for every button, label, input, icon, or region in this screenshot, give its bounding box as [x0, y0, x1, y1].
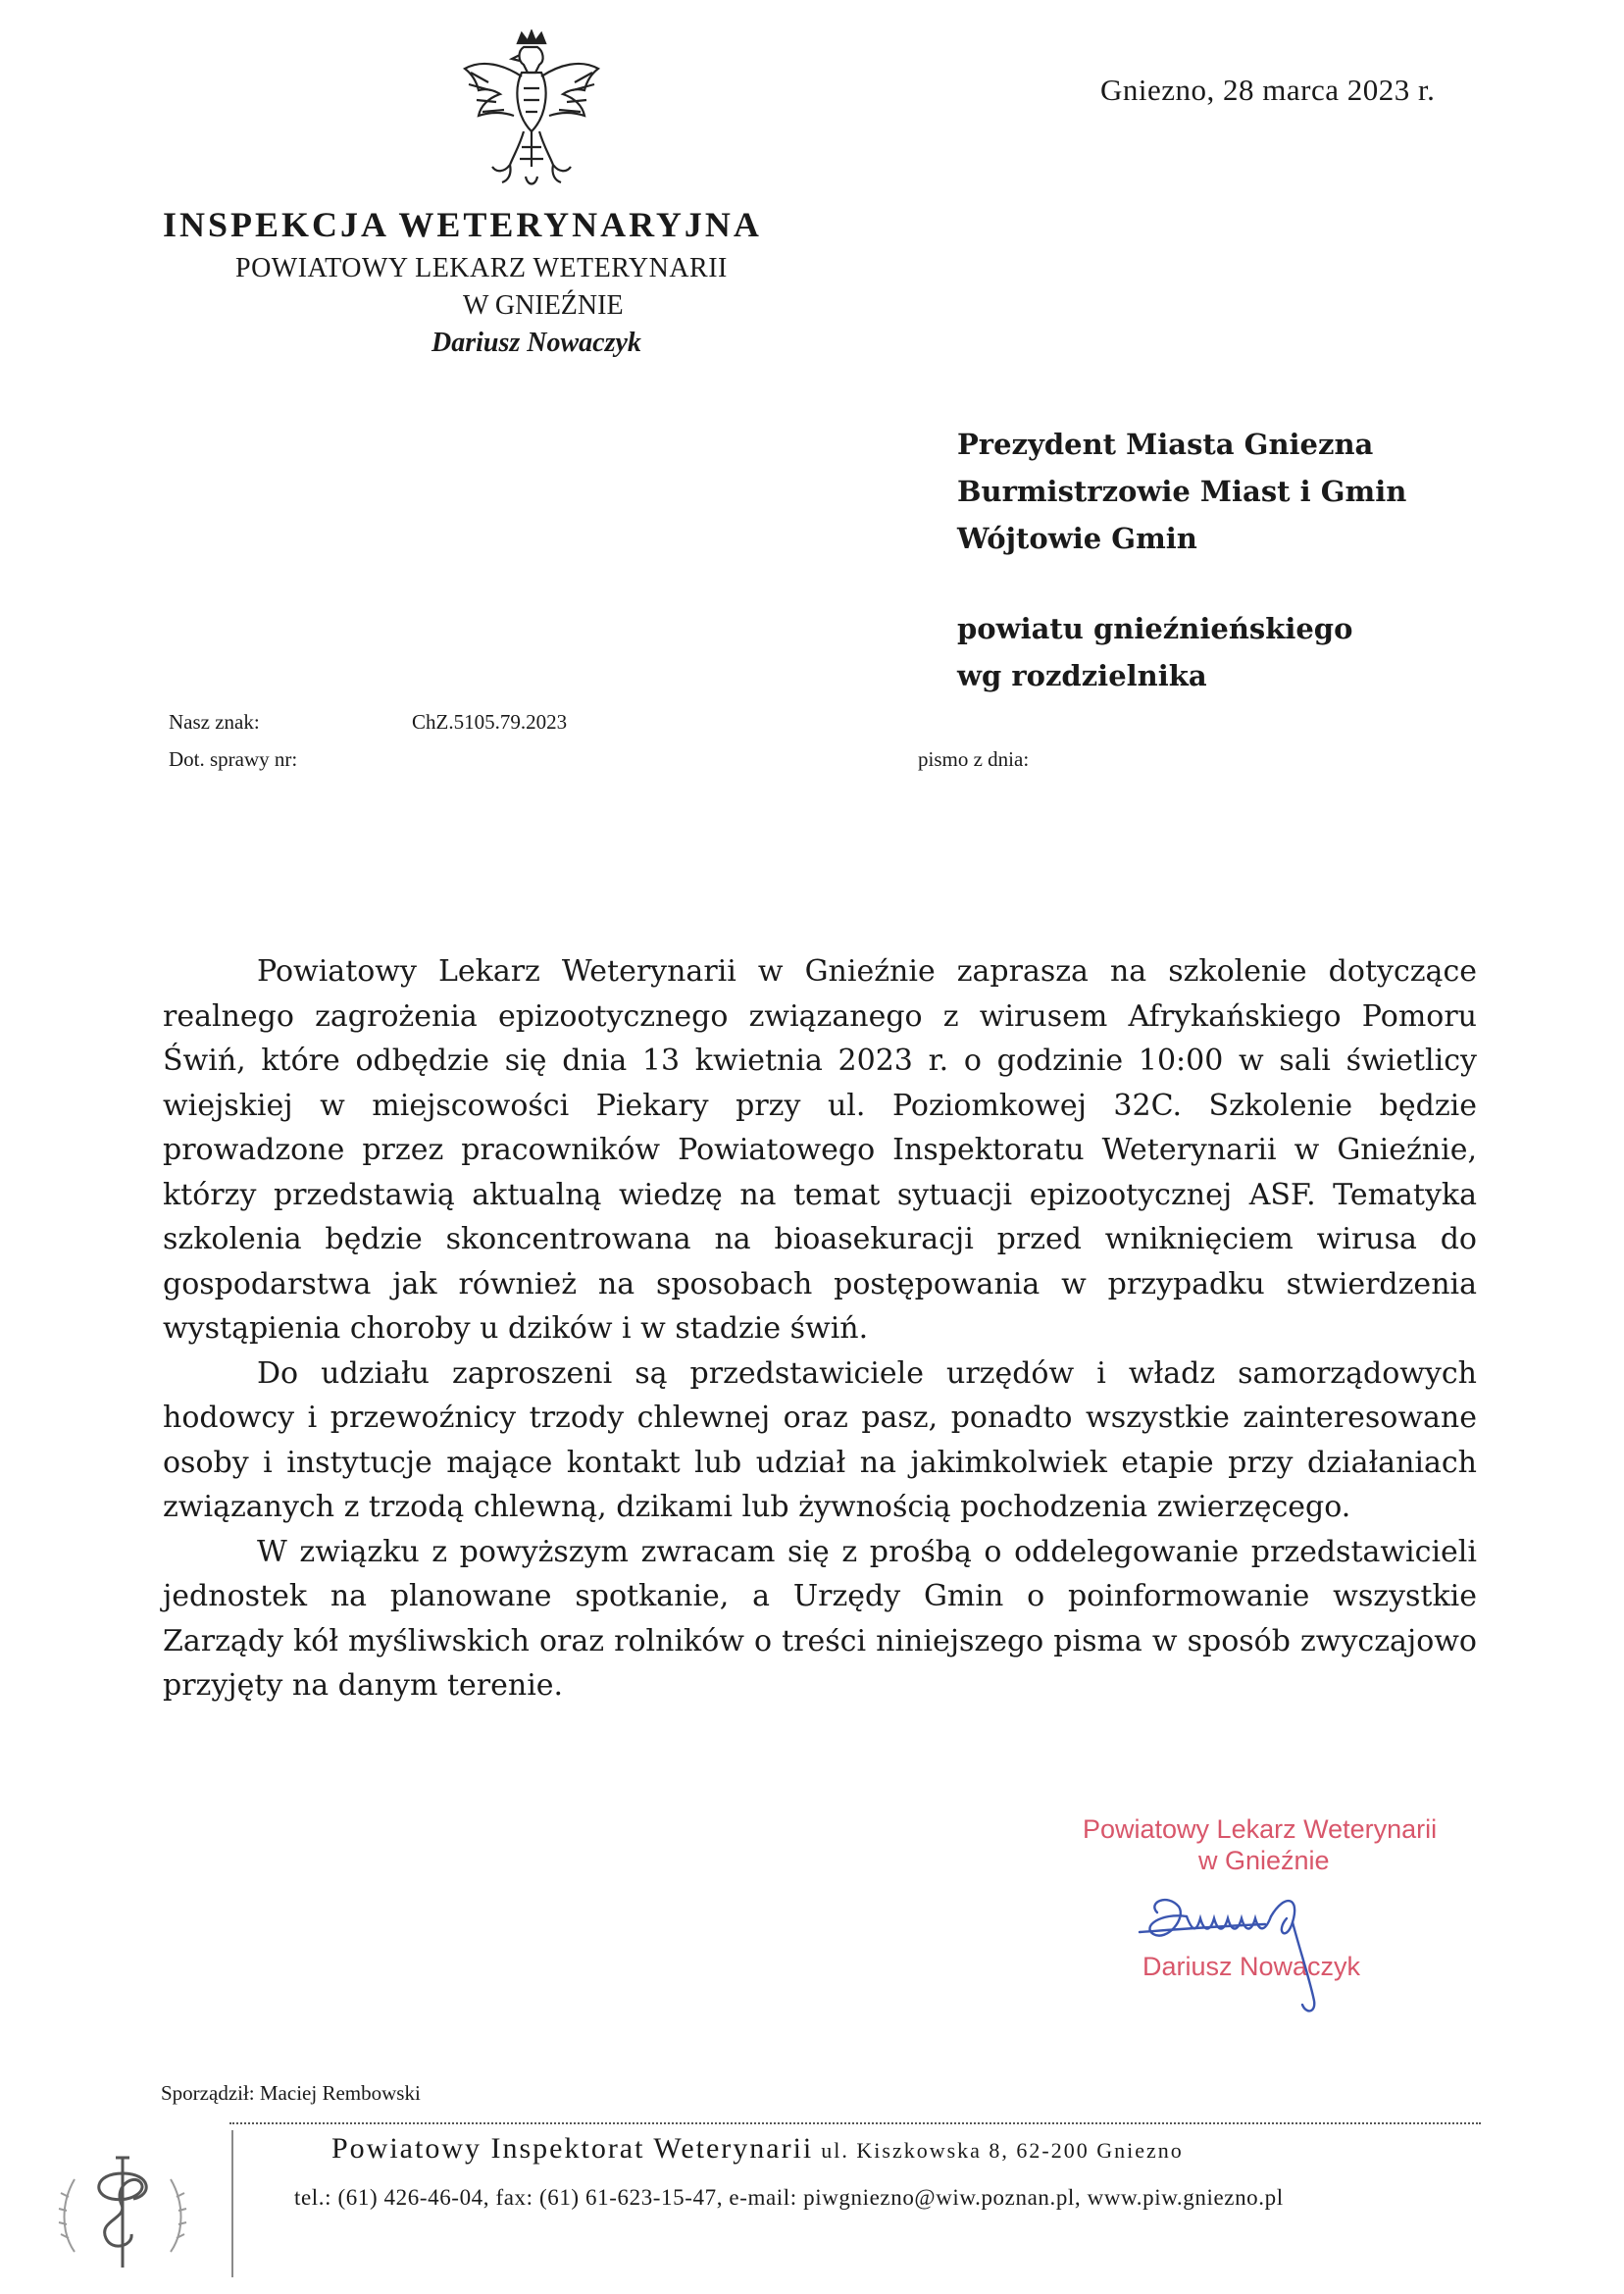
body-paragraph: Powiatowy Lekarz Weterynarii w Gnieźnie zaprasza na szkolenie dotyczące realnego zagrożenia epizootycznego związanego z wirusem Afrykańskiego Pomoru Świń, które odbędzie się dnia 13 kwietnia 2023 r. o godzinie 10:00 w sali świetlicy wiejskiej w miejscowości Piekary przy ul. Poziomkowej 32C. Szkolenie będzie prowadzone przez pracowników Powiatowego Inspektoratu Weterynarii w Gnieźnie, którzy przedstawią aktualną wiedzę na temat sytuacji epizootycznej ASF. Tematyka szkolenia będzie skoncentrowana na bioasekuracji przed wniknięciem wirusa do gospodarstwa jak również na sposobach postępowania w przypadku stwierdzenia wystąpienia choroby u dzików i w stadzie świń.: [163, 954, 1477, 1346]
footer-address: ul. Kiszkowska 8, 62-200 Gniezno: [821, 2138, 1184, 2163]
footer-institution-line: [331, 2132, 1184, 2166]
organization-title: INSPEKCJA WETERYNARYJNA: [163, 205, 762, 244]
addressee-line: powiatu gnieźnieńskiego: [957, 612, 1353, 645]
stamp-location-line: w Gnieźnie: [1198, 1846, 1330, 1875]
prepared-by: Sporządził: Maciej Rembowski: [161, 2081, 421, 2105]
handwritten-signature: [1128, 1873, 1393, 2020]
organization-officer-name: Dariusz Nowaczyk: [431, 328, 641, 358]
case-number-label: Dot. sprawy nr:: [169, 747, 298, 771]
body-paragraph: W związku z powyższym zwracam się z prośbą o oddelegowanie przedstawicieli jednostek na planowane spotkanie, a Urzędy Gmin o poinformowanie wszystkie Zarządy kół myśliwskich oraz rolników o treści niniejszego pisma w sposób zwyczajowo przyjęty na danym terenie.: [163, 1534, 1477, 1703]
footer-divider: [229, 2122, 1481, 2124]
our-reference-value: ChZ.5105.79.2023: [412, 710, 568, 734]
organization-office: POWIATOWY LEKARZ WETERYNARII: [235, 253, 728, 283]
footer-contact-line: tel.: (61) 426-46-04, fax: (61) 61-623-15-47, e-mail: piwgniezno@wiw.poznan.pl, www.piw.gniezno.pl: [294, 2185, 1284, 2210]
addressee-line: Wójtowie Gmin: [957, 522, 1197, 555]
addressee-line: Burmistrzowie Miast i Gmin: [957, 475, 1407, 508]
letter-body: [163, 949, 1477, 1708]
footer-institution-name: Powiatowy Inspektorat Weterynarii: [331, 2132, 814, 2165]
our-reference-label: Nasz znak:: [169, 710, 260, 734]
footer-vertical-divider: [231, 2130, 233, 2277]
organization-location: W GNIEŹNIE: [463, 290, 624, 321]
veterinary-caduceus-logo: [55, 2144, 190, 2279]
body-paragraph: Do udziału zaproszeni są przedstawiciele urzędów i władz samorządowych hodowcy i przewoźnicy trzody chlewnej oraz pasz, ponadto wszystkie zainteresowane osoby i instytucje mające kontakt lub udział na jakimkolwiek etapie przy działaniach związanych z trzodą chlewną, dzikami lub żywnością pochodzenia zwierzęcego.: [163, 1355, 1477, 1524]
addressee-line: Prezydent Miasta Gniezna: [957, 428, 1374, 461]
letter-date-label: pismo z dnia:: [918, 747, 1030, 771]
letter-date: Gniezno, 28 marca 2023 r.: [1100, 73, 1436, 107]
addressee-line: wg rozdzielnika: [957, 659, 1207, 692]
polish-eagle-emblem: [459, 29, 604, 194]
stamp-office-line: Powiatowy Lekarz Weterynarii: [1083, 1814, 1438, 1844]
stamp-name-line: Dariusz Nowaczyk: [1142, 1952, 1361, 1981]
